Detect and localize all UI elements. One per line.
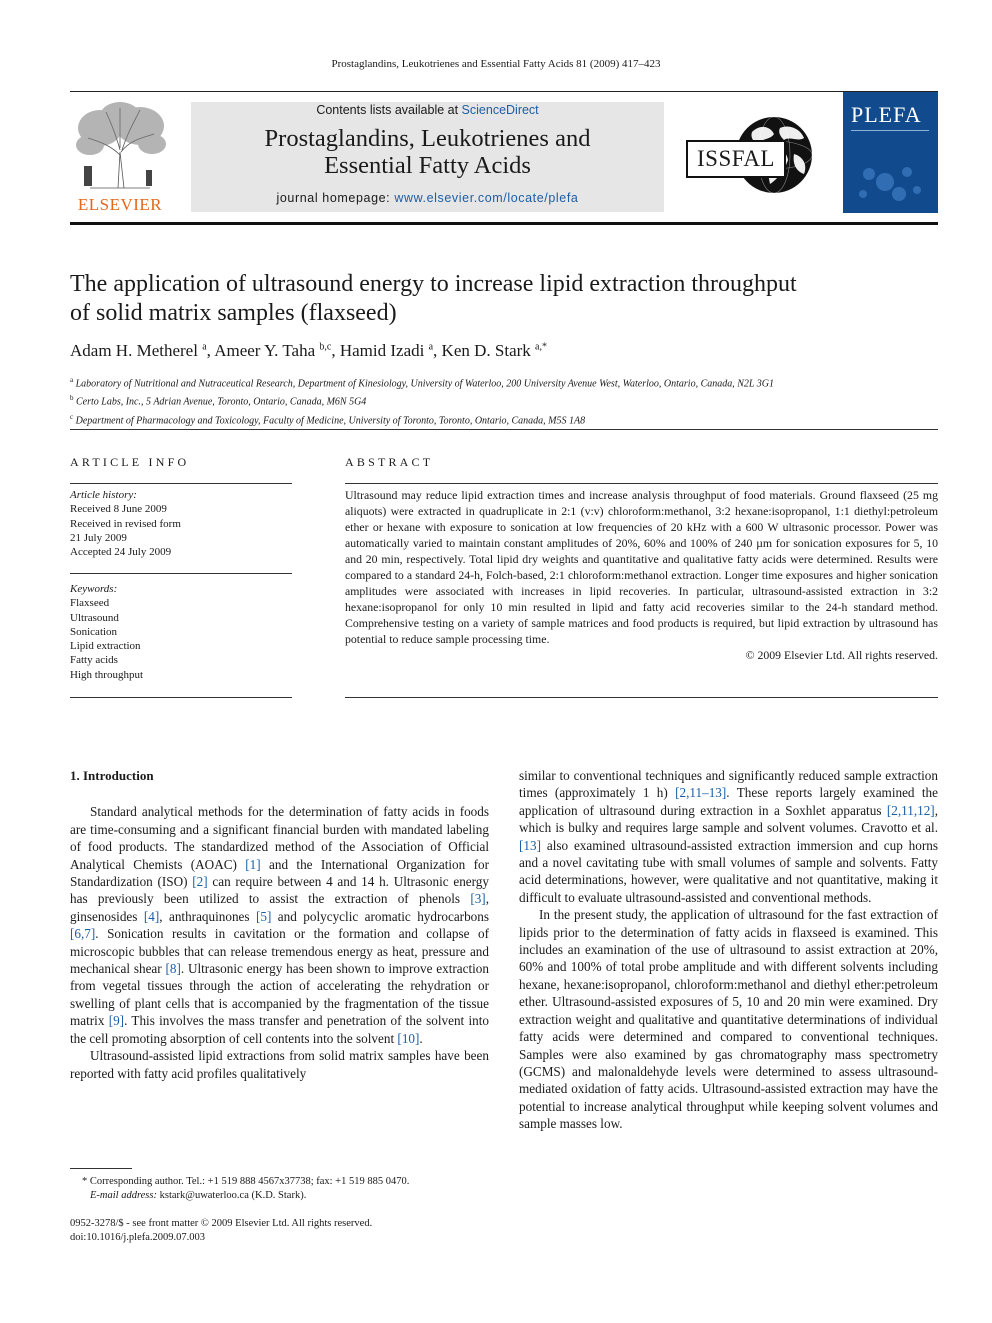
cover-graphic-icon	[849, 154, 931, 206]
keyword-item: Lipid extraction	[70, 640, 141, 653]
abstract-rule	[345, 483, 938, 484]
citation-link[interactable]: [2]	[192, 874, 208, 890]
keywords-label: Keywords:	[70, 583, 118, 595]
intro-paragraph-2-continued	[519, 767, 938, 906]
affiliation-sup: a	[70, 376, 74, 384]
citation-link[interactable]: [8]	[165, 961, 181, 977]
section-heading-introduction: 1. Introduction	[70, 768, 154, 783]
journal-title-box	[191, 102, 664, 212]
journal-title-line2: Essential Fatty Acids	[324, 152, 531, 179]
author-name[interactable]: Ameer Y. Taha	[214, 341, 316, 360]
keywords	[70, 582, 292, 682]
article-info-bottom-rule	[70, 697, 292, 698]
paragraph-text: and polycyclic aromatic hydrocarbons	[271, 908, 489, 924]
paragraph-text: , ginsenosides	[70, 891, 489, 924]
citation-link[interactable]: [1]	[245, 856, 261, 872]
article-info-rule	[70, 483, 292, 484]
affiliation-list	[70, 373, 938, 428]
paragraph-text: and the International Organization for Standardization (ISO)	[70, 856, 489, 890]
author-affil-sup: a,*	[535, 341, 547, 353]
citation-link[interactable]: [5]	[255, 908, 272, 924]
affiliation-text: Department of Pharmacology and Toxicology, Faculty of Medicine, University of Toronto, Toronto, Ontario, Canada, M5S 1A8	[75, 414, 586, 426]
keyword-item: Fatty acids	[70, 654, 118, 667]
email-value[interactable]: kstark@uwaterloo.ca (K.D. Stark).	[156, 1190, 307, 1201]
journal-homepage	[191, 191, 664, 205]
doi-line[interactable]: doi:10.1016/j.plefa.2009.07.003	[70, 1232, 206, 1243]
paragraph-text: similar to conventional techniques and significantly reduced sample extraction times (approximately 1 h)	[519, 768, 938, 801]
elsevier-wordmark: ELSEVIER	[77, 195, 163, 214]
abstract-body	[345, 487, 938, 663]
author-affil-sup: a	[428, 341, 434, 353]
history-item: Received in revised form	[70, 517, 181, 530]
affiliation-sup: b	[70, 394, 74, 403]
history-item: 21 July 2009	[70, 531, 127, 544]
body-left-column	[70, 767, 489, 1082]
history-item: Received 8 June 2009	[70, 503, 167, 516]
paragraph-text: . This involves the mass transfer and penetration of the solvent into the cell promoting absorption of cell contents into the solvent	[70, 1013, 489, 1046]
contents-availability	[191, 103, 664, 117]
citation-link[interactable]: [4]	[143, 908, 160, 924]
history-item: Accepted 24 July 2009	[70, 546, 172, 559]
issfal-wordmark: ISSFAL	[686, 140, 786, 178]
citation-link[interactable]: [2,11–13]	[675, 785, 727, 801]
author-name[interactable]: Hamid Izadi	[339, 341, 425, 360]
footnote-email	[70, 1189, 489, 1203]
abstract-heading: ABSTRACT	[345, 455, 434, 469]
issn-line: 0952-3278/$ - see front matter © 2009 Elsevier Ltd. All rights reserved.	[70, 1218, 373, 1229]
elsevier-tree-icon	[70, 100, 170, 192]
body-right-column	[519, 767, 938, 1133]
affiliation-text: Laboratory of Nutritional and Nutraceutical Research, Department of Kinesiology, University of Waterloo, 200 University Avenue West, Waterloo, Ontario, Canada, N2L 3G1	[75, 378, 775, 390]
author-affil-sup: b,c	[319, 341, 332, 353]
author-name[interactable]: Ken D. Stark	[441, 341, 531, 360]
affiliation-item	[70, 391, 938, 409]
paragraph-text: also examined ultrasound-assisted extraction immersion and cup horns and a novel cavitating tube with small volumes of sample and solvents. Fatty acid determinations, however, were qualitative and not quantitative, making it difficult to evaluate ultrasound-assisted and conventional methods.	[519, 837, 938, 905]
author-separator: ,	[433, 341, 442, 360]
sciencedirect-link[interactable]: ScienceDirect	[461, 103, 539, 117]
keyword-item: High throughput	[70, 668, 144, 681]
citation-link[interactable]: [3]	[470, 891, 486, 907]
keyword-item: Flaxseed	[70, 597, 110, 610]
citation-link[interactable]: [10]	[397, 1030, 420, 1046]
author-list	[70, 341, 547, 361]
paragraph-text: Standard analytical methods for the determination of fatty acids in foods are time-consuming and a significant financial burden with mandated labeling of food products. The standardized method of the Association of Official Analytical Chemists (AOAC)	[70, 804, 489, 872]
intro-paragraph-3: In the present study, the application of ultrasound for the fast extraction of lipids prior to the determination of fatty acids in flaxseed is examined. This includes an examination of the use of ultrasound to assist extraction at 20%, 60% and 100% of total probe amplitude and with different solvents including hexane, hexane:isopropanol, chloroform:methanol and diethyl ether:petroleum ether. Ultrasound-assisted exposures of 5, 10 and 20 min were examined. Dry extraction weight and qualitative and quantitative determinations of individual fatty acids were determined and compared to conventional techniques. Samples were also examined by gas chromatography mass spectrometry (GCMS) and malonaldehyde levels were determined to assess ultrasound-mediated oxidation of fatty acids. Ultrasound-assisted extraction may have the potential to increase analytical throughput while keeping solvent volumes and sample masses low.	[519, 907, 938, 1132]
footnote-contact: * Corresponding author. Tel.: +1 519 888 4567x37738; fax: +1 519 885 0470.	[82, 1176, 410, 1187]
article-history	[70, 488, 292, 559]
author-name[interactable]: Adam H. Metherel	[70, 341, 198, 360]
paragraph-text: . Sonication results in cavitation or the formation and collapse of microscopic bubbles that can release tremendous energy as heat, pressure and mechanical shear	[70, 926, 489, 977]
journal-title-line1: Prostaglandins, Leukotrienes and	[264, 125, 591, 152]
corresponding-author-footnote	[70, 1175, 489, 1203]
paragraph-text: , which is bulky and requires large sample and solvent volumes. Cravotto et al.	[519, 802, 938, 836]
affiliation-sup: c	[70, 412, 74, 421]
paragraph-text: . These reports largely examined the application of ultrasound during extraction in a Soxhlet apparatus	[519, 785, 938, 818]
contents-prefix: Contents lists available at	[316, 103, 462, 117]
header-divider	[70, 429, 938, 430]
article-title-line2: of solid matrix samples (flaxseed)	[70, 300, 397, 326]
footnote-rule	[70, 1168, 132, 1169]
homepage-link[interactable]: www.elsevier.com/locate/plefa	[394, 191, 579, 205]
author-separator: ,	[206, 341, 215, 360]
abstract-text: Ultrasound may reduce lipid extraction times and increase analysis throughput of food materials. Ground flaxseed (25 mg aliquots) were extracted in quadruplicate in 2:1 (v:v) chloroform:methanol, 3:2 hexane:isopropanol, 1:1 diethyl:petroleum ether or hexane with exposure to sonication at low frequencies of 20 kHz with a 600 W ultrasonic processor. Power was automatically varied to maintain constant amplitudes of 20%, 60% and 100% of 240 µm for sonication exposures for 5, 10 and 20 min, respectively. Total lipid dry weights and quantitative and qualitative fatty acids were determined. Results were compared to a standard 24-h, Folch-based, 2:1 chloroform:methanol extraction. Longer time exposures and higher sonication amplitudes were associated with increases in lipid recoveries. In particular, ultrasound-assisted extraction in 3:2 hexane:isopropanol for only 10 min resulted in lipid and fatty acid recoveries similar to the 24-h standard method. Comprehensive testing on a variety of sample matrices and food products is required, but lipid extraction by ultrasound has potential to reduce sample processing time.	[345, 488, 938, 646]
journal-title	[191, 125, 664, 179]
cover-title: PLEFA	[851, 102, 922, 127]
citation-link[interactable]: [9]	[108, 1013, 125, 1029]
author-separator: ,	[331, 341, 340, 360]
issfal-logo[interactable]	[686, 114, 821, 196]
email-label: E-mail address:	[90, 1190, 157, 1201]
abstract-bottom-rule	[345, 697, 938, 698]
journal-cover-thumbnail[interactable]	[843, 92, 938, 213]
affiliation-item	[70, 410, 938, 428]
affiliation-text: Certo Labs, Inc., 5 Adrian Avenue, Toronto, Ontario, Canada, M6N 5G4	[76, 396, 367, 408]
paragraph-text: .	[419, 1030, 423, 1046]
paragraph-text: . Ultrasonic energy has been shown to improve extraction from vegetal tissues through the action of accelerating the rehydration or swelling of plant cells that is accompanied by the fragmentation of the tissue matrix	[70, 961, 489, 1029]
paragraph-text: can require between 4 and 14 h. Ultrasonic energy has previously been utilized to assist the extraction of phenols	[70, 874, 489, 907]
paragraph-text: , anthraquinones	[159, 908, 256, 924]
keyword-item: Sonication	[70, 625, 118, 638]
journal-masthead	[70, 91, 938, 225]
front-matter	[70, 1217, 372, 1245]
intro-paragraph-1	[70, 803, 489, 1047]
author-affil-sup: a	[202, 341, 207, 353]
keyword-item: Ultrasound	[70, 611, 119, 624]
cover-subtitle-rule	[851, 130, 929, 150]
intro-paragraph-2: Ultrasound-assisted lipid extractions from solid matrix samples have been reported with fatty acid profiles qualitatively	[70, 1048, 489, 1081]
article-info-heading: ARTICLE INFO	[70, 455, 190, 469]
citation-link[interactable]: [13]	[519, 837, 541, 853]
citation-link[interactable]: [2,11,12]	[886, 802, 935, 818]
elsevier-logo[interactable]	[70, 100, 172, 215]
citation-link[interactable]: [6,7]	[70, 926, 96, 942]
running-head: Prostaglandins, Leukotrienes and Essential Fatty Acids 81 (2009) 417–423	[331, 58, 661, 70]
history-label: Article history:	[70, 489, 137, 501]
abstract-copyright: © 2009 Elsevier Ltd. All rights reserved.	[745, 648, 938, 662]
article-title-line1: The application of ultrasound energy to increase lipid extraction throughput	[70, 271, 797, 297]
homepage-prefix: journal homepage:	[276, 191, 395, 205]
affiliation-item	[70, 373, 938, 391]
article-title	[70, 270, 938, 328]
keywords-rule	[70, 573, 292, 574]
